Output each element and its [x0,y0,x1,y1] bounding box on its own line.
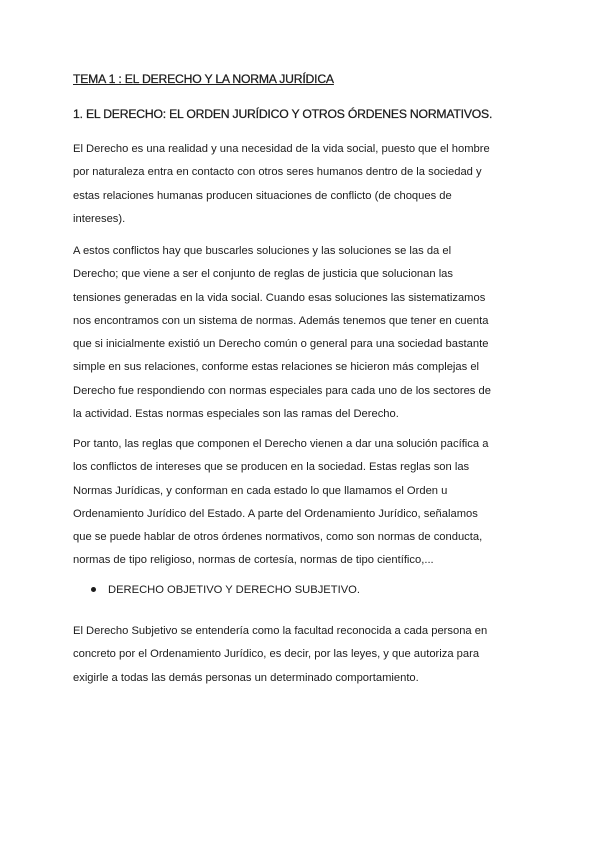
paragraph-line: los conflictos de intereses que se producen en la sociedad. Estas reglas son las [73,461,470,474]
paragraph-line: por naturaleza entra en contacto con otros seres humanos dentro de la sociedad y [73,166,482,179]
paragraph-line: nos encontramos con un sistema de normas. Además tenemos que tener en cuenta [73,314,489,327]
paragraph-line: estas relaciones humanas producen situaciones de conflicto (de choques de [73,189,452,202]
paragraph-line: simple en sus relaciones, conforme estas relaciones se hicieron más complejas el [73,361,480,374]
paragraph-line: Normas Jurídicas, y conforman en cada estado lo que llamamos el Orden u [73,484,448,497]
paragraph-line: normas de tipo religioso, normas de cortesía, normas de tipo científico,... [73,554,434,567]
paragraph-line: que si inicialmente existió un Derecho común o general para una sociedad bastante [73,338,489,351]
bullet-text: DERECHO OBJETIVO Y DERECHO SUBJETIVO. [108,584,360,596]
paragraph-line: El Derecho Subjetivo se entendería como la facultad reconocida a cada persona en [73,625,488,637]
section-heading: 1. EL DERECHO: EL ORDEN JURÍDICO Y OTROS ÓRDENES NORMATIVOS. [73,107,493,121]
paragraph-line: que se puede hablar de otros órdenes normativos, como son normas de conducta, [73,531,483,544]
paragraph-line: A estos conflictos hay que buscarles soluciones y las soluciones se las da el [73,245,452,257]
paragraph-line: la actividad. Estas normas especiales son las ramas del Derecho. [73,408,399,421]
paragraph-line: intereses). [73,212,126,225]
paragraph [73,138,533,231]
paragraph-line: Ordenamiento Jurídico del Estado. A parte del Ordenamiento Jurídico, señalamos [73,507,478,520]
paragraph-line: exigirle a todas las demás personas un determinado comportamiento. [73,671,419,684]
paragraph-line: Derecho; que viene a ser el conjunto de reglas de justicia que solucionan las [73,268,453,281]
paragraph [73,620,533,690]
bullet-icon [91,587,96,592]
paragraph-line: Por tanto, las reglas que componen el Derecho vienen a dar una solución pacífica a [73,438,489,450]
bullet-item [91,584,360,596]
paragraph-line: El Derecho es una realidad y una necesidad de la vida social, puesto que el hombre [73,143,490,155]
document-title: TEMA 1 : EL DERECHO Y LA NORMA JURÍDICA [73,72,334,86]
paragraph-line: tensiones generadas en la vida social. Cuando esas soluciones las sistematizamos [73,291,486,304]
paragraph-line: concreto por el Ordenamiento Jurídico, es decir, por las leyes, y que autoriza para [73,648,480,661]
paragraph [73,240,533,426]
paragraph [73,433,533,573]
paragraph-line: Derecho fue respondiendo con normas especiales para cada uno de los sectores de [73,384,491,397]
